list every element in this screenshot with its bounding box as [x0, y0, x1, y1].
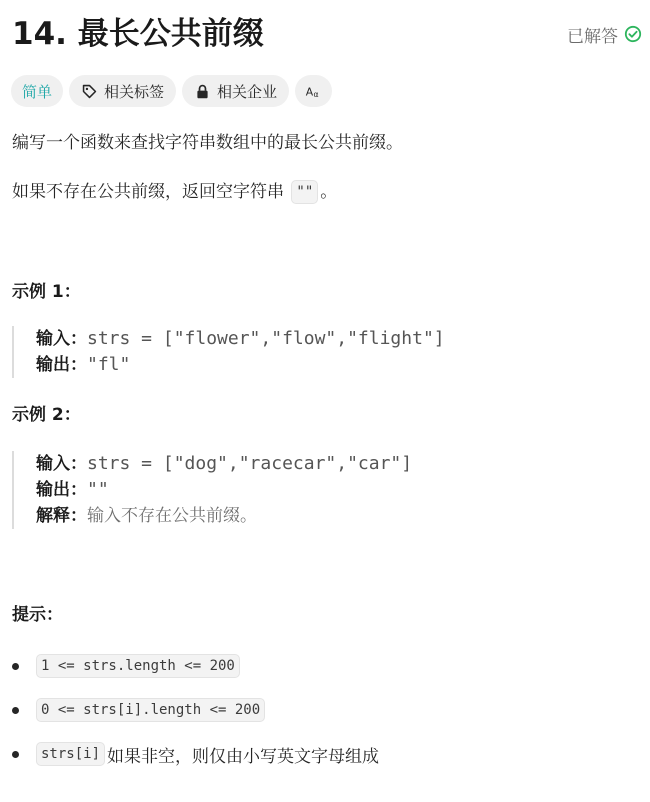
example-2-block — [12, 451, 412, 529]
constraint-code: strs[i] — [36, 742, 105, 766]
translate-icon — [305, 83, 322, 100]
example-output-value: "" — [87, 479, 109, 500]
example-1-output-line — [36, 352, 445, 378]
example-input-value: strs = ["dog","racecar","car"] — [87, 453, 413, 474]
example-2-heading: 示例 2： — [12, 405, 81, 425]
related-companies-button[interactable] — [182, 75, 289, 107]
bullet — [12, 707, 19, 714]
example-input-label: 输入： — [36, 329, 87, 349]
tag-icon — [81, 83, 98, 100]
related-tags-label: 相关标签 — [104, 82, 165, 101]
constraint-code: 1 <= strs.length <= 200 — [36, 654, 240, 678]
svg-text:α: α — [313, 89, 319, 99]
bullet — [12, 663, 19, 670]
constraints-heading: 提示： — [12, 605, 63, 625]
bullet — [12, 751, 19, 758]
constraint-code: 0 <= strs[i].length <= 200 — [36, 698, 265, 722]
related-tags-button[interactable] — [69, 75, 176, 107]
example-2-output-line — [36, 477, 412, 503]
check-circle-icon — [624, 25, 642, 43]
solved-status — [567, 22, 642, 46]
constraint-item — [12, 740, 379, 768]
problem-title: 14. 最长公共前缀 — [12, 16, 264, 52]
example-output-label: 输出： — [36, 480, 87, 500]
lock-icon — [194, 83, 211, 100]
difficulty-badge[interactable] — [11, 75, 63, 107]
example-explanation-label: 解释： — [36, 506, 87, 526]
constraint-item — [12, 696, 267, 724]
example-1-input-line — [36, 326, 445, 352]
description-punctuation: 。 — [320, 182, 338, 202]
tag-bar — [11, 75, 332, 107]
constraint-text: 如果非空，则仅由小写英文字母组成 — [107, 746, 380, 767]
related-companies-label: 相关企业 — [217, 82, 278, 101]
description-paragraph-2 — [12, 179, 337, 205]
example-explanation-value: 输入不存在公共前缀。 — [87, 506, 257, 526]
empty-string-code: "" — [291, 180, 318, 204]
solved-status-label: 已解答 — [567, 26, 618, 47]
problem-header — [12, 12, 642, 56]
example-1-heading: 示例 1： — [12, 282, 81, 302]
example-1-block — [12, 326, 445, 378]
example-input-label: 输入： — [36, 454, 87, 474]
constraint-item — [12, 652, 242, 680]
difficulty-label: 简单 — [22, 82, 53, 101]
example-2-input-line — [36, 451, 412, 477]
example-input-value: strs = ["flower","flow","flight"] — [87, 328, 445, 349]
description-paragraph-1: 编写一个函数来查找字符串数组中的最长公共前缀。 — [12, 133, 403, 153]
svg-text:A: A — [305, 84, 314, 98]
example-2-explanation-line — [36, 503, 412, 529]
description-text: 如果不存在公共前缀，返回空字符串 — [12, 182, 290, 202]
example-output-label: 输出： — [36, 355, 87, 375]
example-output-value: "fl" — [87, 354, 131, 375]
translate-button[interactable] — [295, 75, 332, 107]
